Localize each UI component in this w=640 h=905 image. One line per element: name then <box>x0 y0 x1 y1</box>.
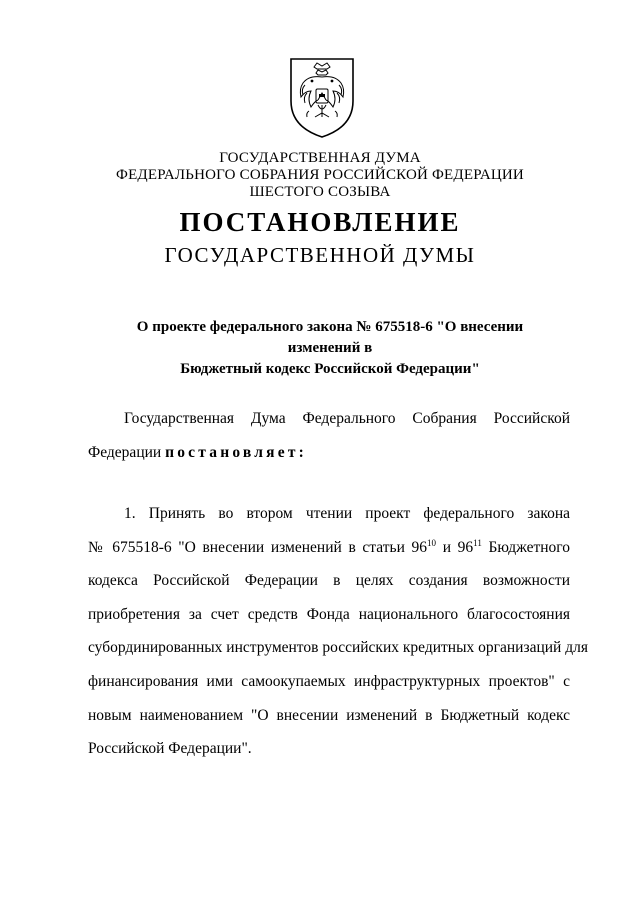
item-1-paragraph <box>88 497 588 766</box>
item-1-line-2-part-b: и 96 <box>436 538 474 556</box>
preamble-paragraph <box>88 402 570 469</box>
item-1-line-1: 1. Принять во втором чтении проект федерального закона <box>124 505 570 522</box>
header-line-1: ГОСУДАРСТВЕННАЯ ДУМА <box>219 150 421 166</box>
item-1-line-5: субординированных инструментов российских кредитных организаций для <box>88 639 588 657</box>
item-1-line-4: приобретения за счет средств Фонда национального благосостояния <box>88 605 570 623</box>
document-subject <box>110 317 550 380</box>
coat-of-arms-emblem <box>287 55 357 139</box>
header-line-3: ШЕСТОГО СОЗЫВА <box>249 184 391 200</box>
preamble-line-2 <box>88 436 570 470</box>
document-type-title: ПОСТАНОВЛЕНИЕ <box>179 207 461 237</box>
item-1-line-3: кодекса Российской Федерации в целях создания возможности <box>88 572 570 590</box>
item-1-line-7: новым наименованием "О внесении изменений в Бюджетный кодекс <box>88 706 570 724</box>
preamble-federation: Федерации <box>88 443 162 461</box>
resolves-word: постановляет: <box>165 443 307 461</box>
header-line-2: ФЕДЕРАЛЬНОГО СОБРАНИЯ РОССИЙСКОЙ ФЕДЕРАЦИИ <box>116 167 524 183</box>
item-1-line-2-part-a: № 675518-6 "О внесении изменений в статьи 96 <box>88 538 428 556</box>
item-1-line-6: финансирования ими самоокупаемых инфраструктурных проектов" с <box>88 672 570 690</box>
item-1-line-8: Российской Федерации". <box>88 740 252 758</box>
article-superscript-10: 10 <box>427 537 437 548</box>
document-issuer-title: ГОСУДАРСТВЕННОЙ ДУМЫ <box>164 243 476 267</box>
item-1-line-2-part-c: Бюджетного <box>481 538 571 556</box>
item-1-line-2 <box>88 531 570 565</box>
subject-line-1: О проекте федерального закона № 675518-6 "О внесении изменений в <box>136 319 524 356</box>
subject-line-2: Бюджетный кодекс Российской Федерации" <box>180 361 480 377</box>
preamble-line-1: Государственная Дума Федерального Собрания Российской <box>124 410 570 427</box>
article-superscript-11: 11 <box>473 537 482 548</box>
